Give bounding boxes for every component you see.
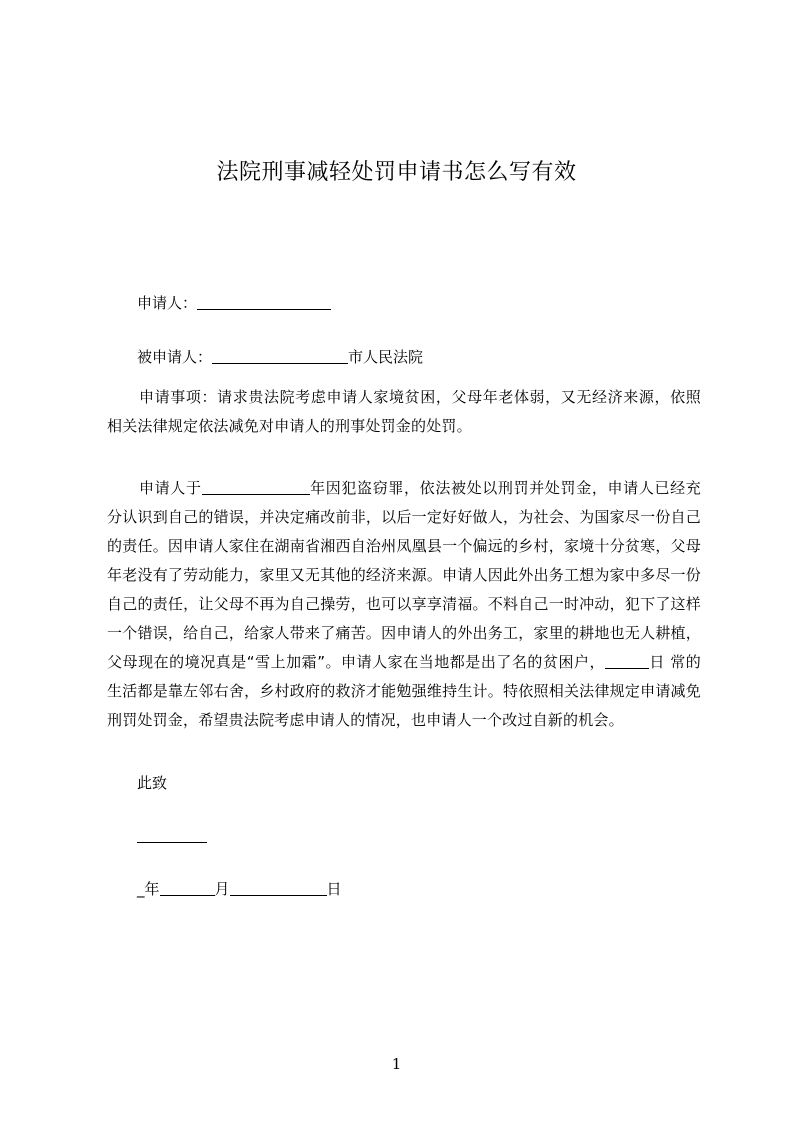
respondent-suffix: 市人民法院: [348, 348, 424, 366]
date-year: _年: [137, 880, 160, 898]
signature-blank: [137, 826, 207, 843]
closing-line: [137, 772, 167, 793]
respondent-blank: [212, 347, 348, 364]
signature-line: [137, 826, 207, 845]
facts-paragraph: [107, 474, 701, 735]
date-month: 月: [214, 880, 230, 898]
facts-prefix: 申请人于: [139, 479, 202, 497]
applicant-blank: [197, 293, 331, 310]
date-month-blank: [160, 879, 215, 896]
facts-date-blank: [202, 478, 310, 495]
document-title: 法院刑事减轻处罚申请书怎么写有效: [216, 159, 577, 185]
respondent-label: 被申请人：: [137, 348, 213, 366]
date-day: 日: [326, 880, 342, 898]
closing-text: 此致: [137, 774, 168, 792]
date-line: [137, 878, 342, 899]
request-matters-paragraph: [107, 383, 701, 441]
applicant-label: 申请人：: [137, 294, 198, 312]
facts-inline-blank: [605, 652, 649, 669]
respondent-line: [137, 346, 423, 367]
request-matters-text: 申请事项：请求贵法院考虑申请人家境贫困，父母年老体弱，又无经济来源，依照相关法律规定依法减免对申请人的刑事处罚金的处罚。: [107, 388, 701, 435]
applicant-line: [137, 292, 331, 313]
facts-conclusion: 日 常的生活都是靠左邻右舍，乡村政府的救济才能勉强维持生计。特依照相关法律规定申请减免刑罚处罚金，希望贵法院考虑申请人的情况，也申请人一个改过自新的机会。: [107, 653, 701, 729]
page-number: 1: [391, 1055, 402, 1073]
date-day-blank: [230, 879, 327, 896]
facts-body: 年因犯盗窃罪，依法被处以刑罚并处罚金，申请人已经充分认识到自己的错误，并决定痛改前非，以后一定好好做人，为社会、为国家尽一份自己的责任。因申请人家住在湖南省湘西自治州凤凰县一个偏远的乡村，家境十分贫寒，父母年老没有了劳动能力，家里又无其他的经济来源。申请人因此外出务工想为家中多尽一份自己的责任，让父母不再为自己操劳，也可以享享清福。不料自己一时冲动，犯下了这样一个错误，给自己，给家人带来了痛苦。因申请人的外出务工，家里的耕地也无人耕植，父母现在的境况真是“雪上加霜”。申请人家在当地都是出了名的贫困户，: [107, 479, 701, 671]
